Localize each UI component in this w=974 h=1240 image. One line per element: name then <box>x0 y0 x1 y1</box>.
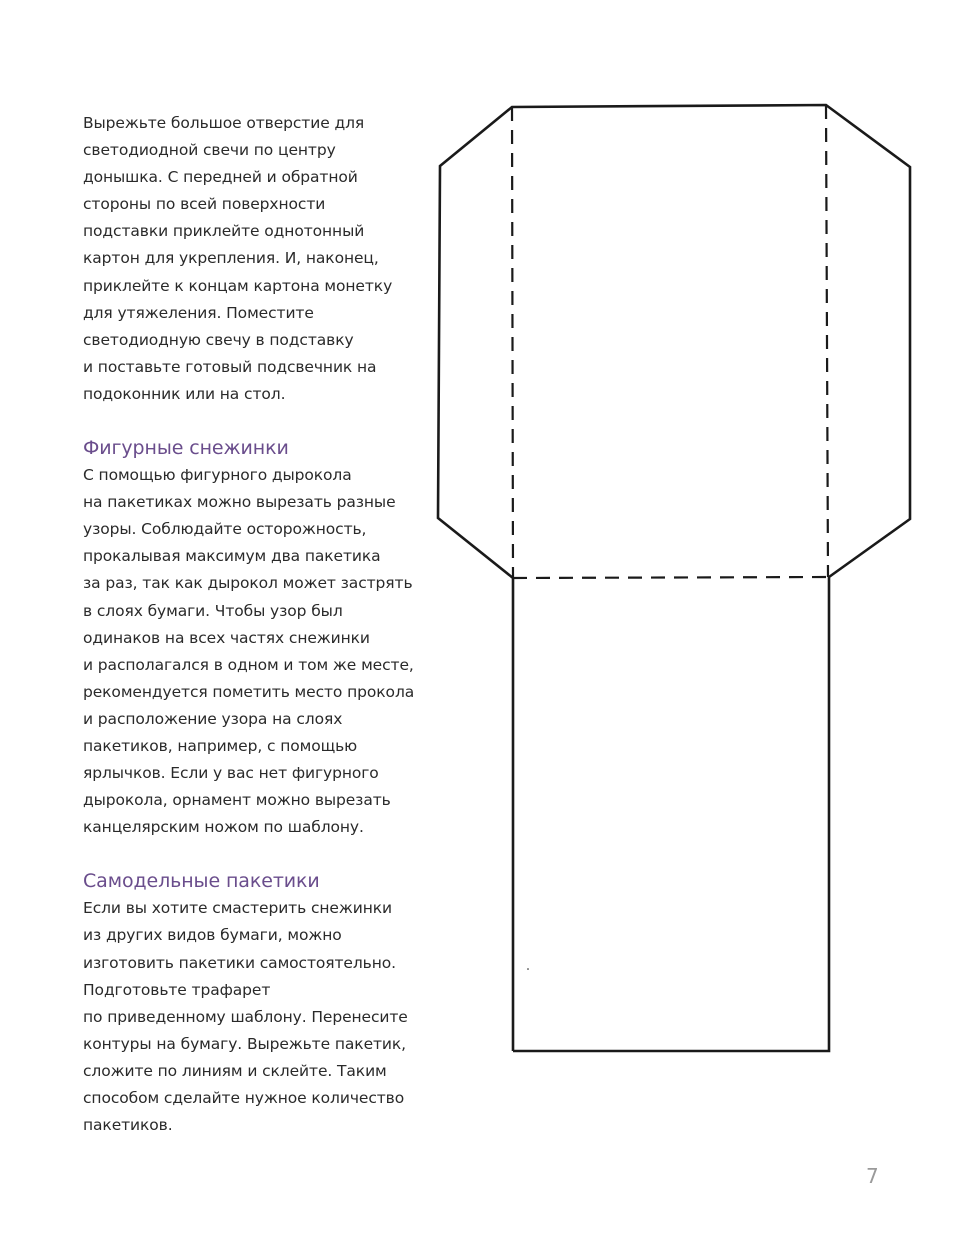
text-line: сложите по линиям и склейте. Таким <box>83 1061 387 1080</box>
text-line: Подготовьте трафарет <box>83 980 271 999</box>
text-line: Вырежьте большое отверстие для <box>83 114 365 132</box>
snowflakes-heading: Фигурные снежинки <box>83 437 289 460</box>
text-line: узоры. Соблюдайте осторожность, <box>83 520 367 539</box>
text-line: и поставьте готовый подсвечник на <box>83 357 377 376</box>
text-line: подоконник или на стол. <box>83 384 286 403</box>
text-line: пакетиков, например, с помощью <box>83 736 358 755</box>
text-line: способом сделайте нужное количество <box>83 1089 405 1107</box>
text-line: дырокола, орнамент можно вырезать <box>83 791 391 810</box>
text-line: и располагался в одном и том же месте, <box>83 655 414 674</box>
text-line: изготовить пакетики самостоятельно. <box>83 953 396 972</box>
text-line: контуры на бумагу. Вырежьте пакетик, <box>83 1034 406 1053</box>
text-line: за раз, так как дырокол может застрять <box>83 574 413 593</box>
text-line: светодиодную свечу в подставку <box>83 330 354 349</box>
text-line: картон для укрепления. И, наконец, <box>83 249 379 268</box>
template-fold-line-bottom <box>513 577 829 578</box>
text-line: приклейте к концам картона монетку <box>83 276 393 295</box>
template-speck <box>527 968 529 970</box>
page-number: 7 <box>866 1164 879 1188</box>
text-line: прокалывая максимум два пакетика <box>83 547 381 566</box>
bags-heading: Самодельные пакетики <box>83 870 320 893</box>
template-fold-line-left <box>512 107 513 578</box>
text-line: С помощью фигурного дырокола <box>83 466 352 485</box>
text-line: подставки приклейте однотонный <box>83 222 365 241</box>
text-line: на пакетиках можно вырезать разные <box>83 493 396 512</box>
text-line: Если вы хотите смастерить снежинки <box>83 899 392 918</box>
text-line: светодиодной свечи по центру <box>83 141 336 160</box>
text-line: для утяжеления. Поместите <box>83 303 314 322</box>
text-line: одинаков на всех частях снежинки <box>83 628 370 647</box>
text-line: из других видов бумаги, можно <box>83 926 342 945</box>
text-line: стороны по всей поверхности <box>83 195 326 214</box>
template-cut-outline <box>438 105 910 1051</box>
text-line: донышка. С передней и обратной <box>83 168 358 187</box>
text-line: по приведенному шаблону. Перенесите <box>83 1007 408 1026</box>
text-line: и расположение узора на слоях <box>83 709 343 728</box>
text-line: пакетиков. <box>83 1116 173 1135</box>
text-line: ярлычков. Если у вас нет фигурного <box>83 764 379 783</box>
text-line: рекомендуется пометить место прокола <box>83 682 415 701</box>
text-line: в слоях бумаги. Чтобы узор был <box>83 601 343 620</box>
text-line: канцелярским ножом по шаблону. <box>83 818 364 837</box>
template-fold-line-right <box>826 105 828 577</box>
